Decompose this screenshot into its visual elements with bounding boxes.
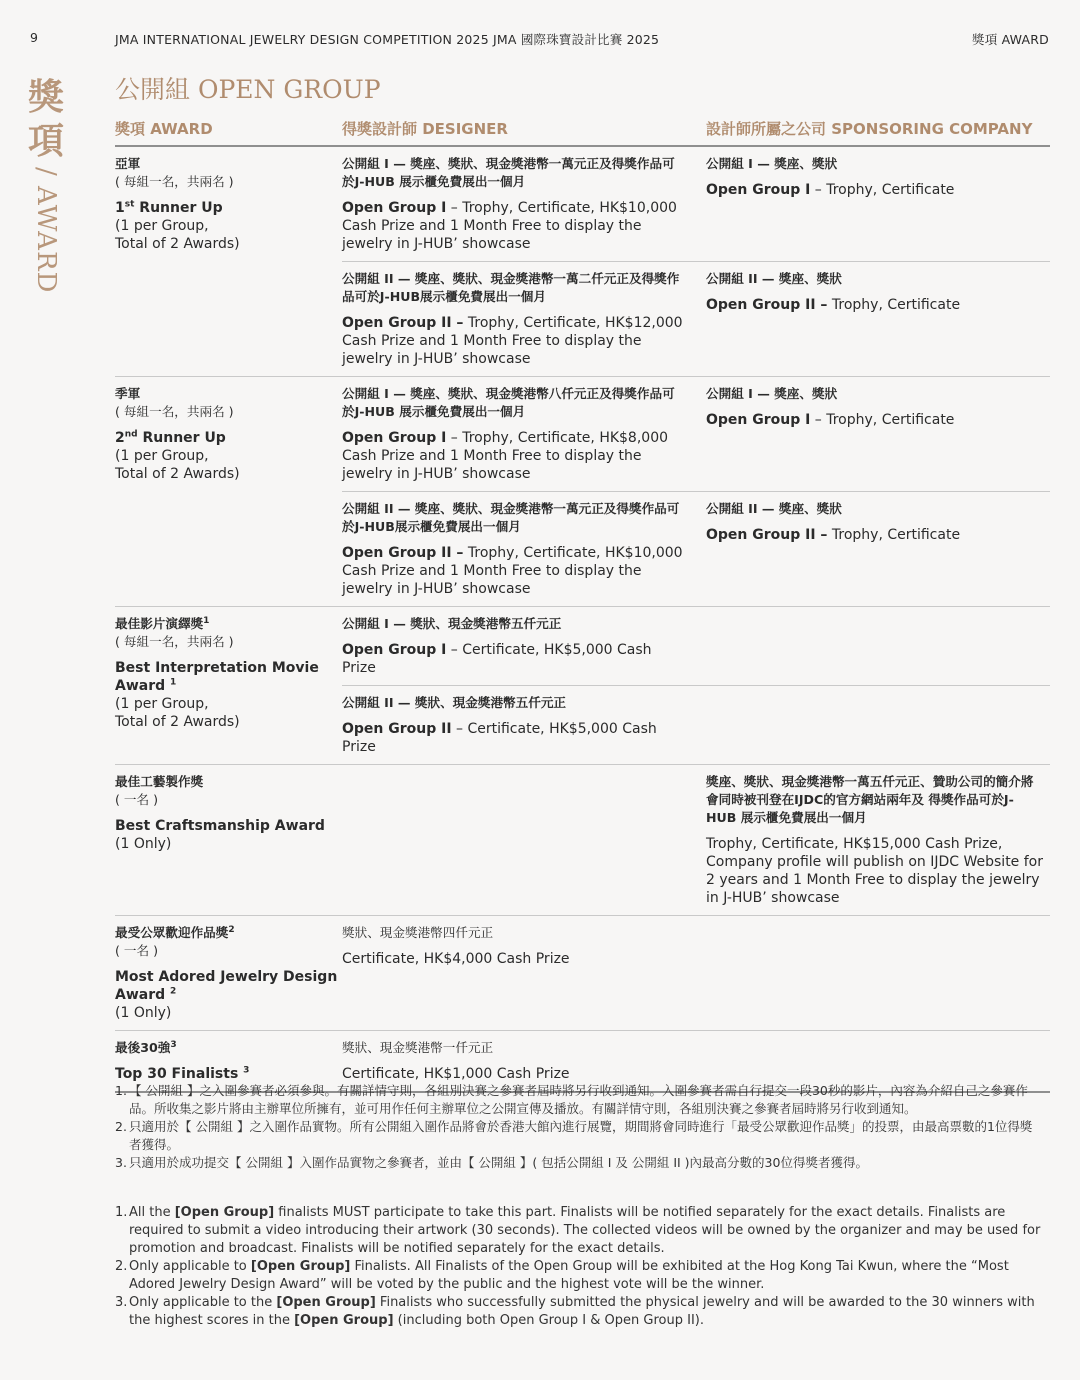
- footnote-text-part: Finalists. All Finalists of the Open Group will be exhibited at the Hog Kong Tai Kwun, where the “Most Adored Jewelry Design Award” will be voted by the public and the highest vote will be the winner.: [129, 1259, 1009, 1292]
- footnote-ref: 3: [243, 1065, 250, 1076]
- footnote-number: 2.: [115, 1119, 127, 1134]
- award-name-zh: [115, 924, 342, 942]
- designer-prize-cell: [342, 615, 706, 677]
- designer-prize-group: Open Group I: [342, 642, 447, 658]
- company-prize-en: [706, 296, 1044, 314]
- footnote-ref: 1: [170, 677, 177, 688]
- table-row: [342, 377, 1050, 491]
- designer-prize-cell: [342, 924, 706, 1022]
- table-row: [342, 765, 1050, 915]
- company-prize-cell: [706, 385, 1050, 483]
- award-name-en-number: 2: [115, 430, 125, 446]
- footnote-ref: 2: [228, 924, 235, 935]
- company-prize-zh: 公開組 I — 獎座、獎狀: [706, 156, 838, 171]
- award-cell: [115, 377, 342, 606]
- designer-prize-text: – Trophy, Certificate, HK$10,000 Cash Prize and 1 Month Free to display the jewelry in J-HUB’ showcase: [342, 200, 677, 252]
- vertical-title-latin: / AWARD: [31, 167, 61, 294]
- running-header-title: JMA INTERNATIONAL JEWELRY DESIGN COMPETITION 2025 JMA 國際珠寶設計比賽 2025: [115, 32, 660, 47]
- table-row: [342, 491, 1050, 606]
- designer-prize-group: Open Group II –: [342, 545, 464, 561]
- footnote-ref: 2: [170, 986, 177, 997]
- footnote-number: 1.: [115, 1083, 127, 1098]
- award-name-en-text: Best Craftsmanship Award: [115, 818, 325, 834]
- award-cell: [115, 765, 342, 915]
- award-name-en-ordinal: st: [124, 199, 135, 210]
- designer-prize-en: [342, 720, 686, 756]
- designer-prize-cell: [342, 155, 706, 253]
- footnote-en-1: [115, 1204, 1043, 1258]
- footnote-text-bold: [Open Group]: [276, 1295, 376, 1310]
- company-prize-en: [706, 181, 1044, 199]
- award-count-en-2: Total of 2 Awards): [115, 466, 240, 482]
- company-prize-group: Open Group I: [706, 182, 811, 198]
- award-count-en-2: Total of 2 Awards): [115, 236, 240, 252]
- designer-prize-cell: [342, 773, 706, 907]
- award-name-zh: 最佳工藝製作獎: [115, 774, 204, 789]
- award-count-zh: ( 每組一名，共兩名 ): [115, 634, 234, 649]
- designer-prize-zh: 公開組 I — 獎座、獎狀、現金獎港幣一萬元正及得獎作品可於J-HUB 展示櫃免費展出一個月: [342, 156, 675, 189]
- award-name-en-number: 1: [115, 200, 125, 216]
- footnote-en-2: [115, 1258, 1043, 1294]
- award-count-en-1: (1 per Group,: [115, 218, 209, 234]
- award-name-zh: 亞軍: [115, 156, 141, 171]
- vertical-title-cjk-1: 獎: [28, 76, 65, 118]
- award-count-en-1: (1 per Group,: [115, 448, 209, 464]
- company-prize-en: [706, 411, 1044, 429]
- footnote-text-bold: [Open Group]: [250, 1259, 351, 1274]
- company-prize-group: Open Group II –: [706, 527, 828, 543]
- designer-prize-text: Trophy, Certificate, HK$10,000 Cash Prize and 1 Month Free to display the jewelry in J-HUB’ showcase: [342, 545, 683, 597]
- designer-prize-en: [342, 544, 686, 598]
- award-count-en: (1 Only): [115, 1005, 172, 1021]
- footnote-text: [129, 1204, 1043, 1258]
- company-prize-zh: 公開組 II — 獎座、獎狀: [706, 271, 842, 286]
- footnote-number: 3.: [115, 1155, 127, 1170]
- footnotes-zh: [115, 1082, 1043, 1172]
- award-name-en: [115, 429, 342, 447]
- award-name-zh-text: 最後30強: [115, 1040, 171, 1055]
- award-name-en: [115, 817, 342, 835]
- award-group-first-runner-up: [115, 147, 1050, 377]
- award-count-zh: ( 一名 ): [115, 943, 159, 958]
- designer-prize-zh: 公開組 I — 獎座、獎狀、現金獎港幣八仟元正及得獎作品可於J-HUB 展示櫃免費展出一個月: [342, 386, 675, 419]
- designer-prize-group: Open Group I: [342, 200, 447, 216]
- award-name-zh: [115, 1039, 342, 1057]
- footnote-text-part: finalists MUST participate to take this part. Finalists will be notified separately for the exact details. Finalists are required to submit a video introducing their artwork (30 seconds). The collected videos will be owned by the organizer and may be used for promotion and broadcast. Finalists will be notified separately for the exact details.: [129, 1205, 1041, 1256]
- award-name-en: [115, 968, 342, 1004]
- award-name-en-ordinal: nd: [124, 429, 138, 440]
- designer-prize-text: – Trophy, Certificate, HK$8,000 Cash Prize and 1 Month Free to display the jewelry in J-HUB’ showcase: [342, 430, 669, 482]
- vertical-title-cjk-2: 項: [28, 120, 65, 162]
- table-row: [342, 685, 1050, 764]
- designer-prize-zh: 公開組 II — 獎狀、現金獎港幣五仟元正: [342, 695, 567, 710]
- designer-prize-en: Certificate, HK$4,000 Cash Prize: [342, 951, 570, 967]
- company-prize-text: – Trophy, Certificate: [810, 182, 955, 198]
- footnote-text: 只適用於【 公開組 】之入圍作品實物。所有公開組入圍作品將會於香港大館內進行展覽，期間將會同時進行「最受公眾歡迎作品獎」的投票，由最高票數的1位得獎者獲得。: [129, 1119, 1033, 1152]
- footnote-text-part: (including both Open Group I & Open Group II).: [393, 1313, 704, 1328]
- company-prize-cell: [706, 500, 1050, 598]
- company-prize-en: Trophy, Certificate, HK$15,000 Cash Prize, Company profile will publish on IJDC Website for 2 years and 1 Month Free to display the jewelry in J-HUB’ showcase: [706, 836, 1043, 906]
- award-name-en: [115, 199, 342, 217]
- company-prize-group: Open Group II –: [706, 297, 828, 313]
- award-cell: [115, 607, 342, 764]
- designer-prize-en: [342, 199, 686, 253]
- designer-prize-en: Certificate, HK$1,000 Cash Prize: [342, 1066, 570, 1082]
- award-name-en-text: Top 30 Finalists: [115, 1066, 239, 1082]
- company-prize-text: Trophy, Certificate: [827, 527, 961, 543]
- award-name-zh: 季軍: [115, 386, 141, 401]
- designer-prize-cell: [342, 270, 706, 368]
- footnote-text: [129, 1258, 1043, 1294]
- running-header-section: 獎項 AWARD: [972, 32, 1049, 47]
- designer-prize-en: [342, 314, 686, 368]
- column-header-company: 設計師所屬之公司 SPONSORING COMPANY: [706, 120, 1033, 138]
- footnote-text: 只適用於成功提交【 公開組 】入圍作品實物之參賽者，並由【 公開組 】( 包括公開組 I 及 公開組 II )內最高分數的30位得獎者獲得。: [129, 1155, 868, 1170]
- column-header-award: 獎項 AWARD: [115, 120, 213, 138]
- award-name-zh-text: 最佳影片演繹獎: [115, 616, 204, 631]
- award-group-best-craftsmanship: [115, 765, 1050, 916]
- designer-prize-cell: [342, 1039, 706, 1083]
- footnote-text-part: Only applicable to: [129, 1259, 251, 1274]
- award-count-en-2: Total of 2 Awards): [115, 714, 240, 730]
- company-prize-zh: 公開組 II — 獎座、獎狀: [706, 501, 842, 516]
- award-name-en-text: Best Interpretation Movie Award: [115, 660, 319, 694]
- designer-prize-group: Open Group II: [342, 721, 452, 737]
- award-name-en: [115, 1065, 342, 1083]
- award-count-zh: ( 每組一名，共兩名 ): [115, 174, 234, 189]
- footnote-ref: 1: [203, 615, 210, 626]
- table-row: [342, 916, 1050, 1030]
- company-prize-cell: [706, 924, 1050, 1022]
- table-row: [342, 607, 1050, 685]
- award-count-zh: ( 每組一名，共兩名 ): [115, 404, 234, 419]
- award-group-most-adored: [115, 916, 1050, 1031]
- footnote-number: 3.: [115, 1295, 128, 1310]
- company-prize-cell: [706, 694, 1050, 756]
- footnote-text: 【 公開組 】之入圍參賽者必須參與。有關詳情守則，各組別決賽之參賽者屆時將另行收到通知。入圍參賽者需自行提交一段30秒的影片，內容為介紹自己之參賽作品。所收集之影片將由主辦單位所擁有，並可用作任何主辦單位之公開宣傳及播放。有關詳情守則，各組別決賽之參賽者屆時將另行收到通知。: [129, 1083, 1028, 1116]
- footnote-text: [129, 1294, 1043, 1330]
- designer-prize-en: [342, 429, 686, 483]
- award-group-best-interpretation-movie: [115, 607, 1050, 765]
- company-prize-cell: [706, 270, 1050, 368]
- award-cell: [115, 916, 342, 1030]
- designer-prize-cell: [342, 385, 706, 483]
- page-number: 9: [30, 30, 39, 45]
- award-name-en-text: Most Adored Jewelry Design Award: [115, 969, 338, 1003]
- designer-prize-group: Open Group II –: [342, 315, 464, 331]
- company-prize-zh: 獎座、獎狀、現金獎港幣一萬五仟元正、贊助公司的簡介將會同時被刊登在IJDC的官方網站兩年及 得獎作品可於J-HUB 展示櫃免費展出一個月: [706, 774, 1034, 825]
- footnotes-en: [115, 1204, 1043, 1330]
- company-prize-cell: [706, 155, 1050, 253]
- footnote-text-bold: [Open Group]: [174, 1205, 275, 1220]
- award-count-zh: ( 一名 ): [115, 792, 159, 807]
- footnote-en-3: [115, 1294, 1043, 1330]
- footnote-zh-1: [115, 1082, 1043, 1118]
- company-prize-text: Trophy, Certificate: [827, 297, 961, 313]
- footnote-text-part: Only applicable to the: [129, 1295, 277, 1310]
- company-prize-cell: [706, 773, 1050, 907]
- award-cell: [115, 147, 342, 376]
- award-name-zh-text: 最受公眾歡迎作品獎: [115, 925, 229, 940]
- award-count-en: (1 Only): [115, 836, 172, 852]
- designer-prize-zh: 公開組 II — 獎座、獎狀、現金獎港幣一萬二仟元正及得獎作品可於J-HUB展示櫃免費展出一個月: [342, 271, 680, 304]
- designer-prize-text: – Certificate, HK$5,000 Cash Prize: [342, 721, 657, 755]
- award-name-en: [115, 659, 342, 695]
- company-prize-cell: [706, 1039, 1050, 1083]
- designer-prize-zh: 獎狀、現金獎港幣一仟元正: [342, 1040, 494, 1055]
- designer-prize-cell: [342, 694, 706, 756]
- award-count-en-1: (1 per Group,: [115, 696, 209, 712]
- designer-prize-zh: 公開組 I — 獎狀、現金獎港幣五仟元正: [342, 616, 562, 631]
- section-title: 公開組 OPEN GROUP: [115, 75, 381, 104]
- vertical-section-title: [28, 75, 68, 293]
- table-header-row: [115, 115, 1050, 147]
- company-prize-group: Open Group I: [706, 412, 811, 428]
- company-prize-en: [706, 526, 1044, 544]
- designer-prize-group: Open Group I: [342, 430, 447, 446]
- table-row: [342, 261, 1050, 376]
- table-row: [342, 147, 1050, 261]
- designer-prize-en: [342, 641, 686, 677]
- footnote-text-part: All the: [129, 1205, 175, 1220]
- footnote-zh-2: [115, 1118, 1043, 1154]
- designer-prize-cell: [342, 500, 706, 598]
- footnote-text-part: Finalists who successfully submitted the physical jewelry and will be awarded to the 30 winners with the highest scores in the: [129, 1295, 1035, 1328]
- footnote-number: 1.: [115, 1205, 128, 1220]
- designer-prize-text: – Certificate, HK$5,000 Cash Prize: [342, 642, 652, 676]
- column-header-designer: 得獎設計師 DESIGNER: [342, 120, 508, 138]
- award-name-en-text: Runner Up: [137, 430, 226, 446]
- award-name-zh: [115, 615, 342, 633]
- footnote-text-bold: [Open Group]: [294, 1313, 394, 1328]
- company-prize-cell: [706, 615, 1050, 677]
- footnote-zh-3: [115, 1154, 1043, 1172]
- designer-prize-zh: 公開組 II — 獎座、獎狀、現金獎港幣一萬元正及得獎作品可於J-HUB展示櫃免費展出一個月: [342, 501, 680, 534]
- award-name-en-text: Runner Up: [134, 200, 223, 216]
- award-group-second-runner-up: [115, 377, 1050, 607]
- company-prize-text: – Trophy, Certificate: [810, 412, 955, 428]
- award-table: [115, 115, 1050, 1093]
- designer-prize-text: Trophy, Certificate, HK$12,000 Cash Prize and 1 Month Free to display the jewelry in J-HUB’ showcase: [342, 315, 683, 367]
- footnote-ref: 3: [170, 1039, 177, 1050]
- company-prize-zh: 公開組 I — 獎座、獎狀: [706, 386, 838, 401]
- designer-prize-zh: 獎狀、現金獎港幣四仟元正: [342, 925, 494, 940]
- footnote-number: 2.: [115, 1259, 128, 1274]
